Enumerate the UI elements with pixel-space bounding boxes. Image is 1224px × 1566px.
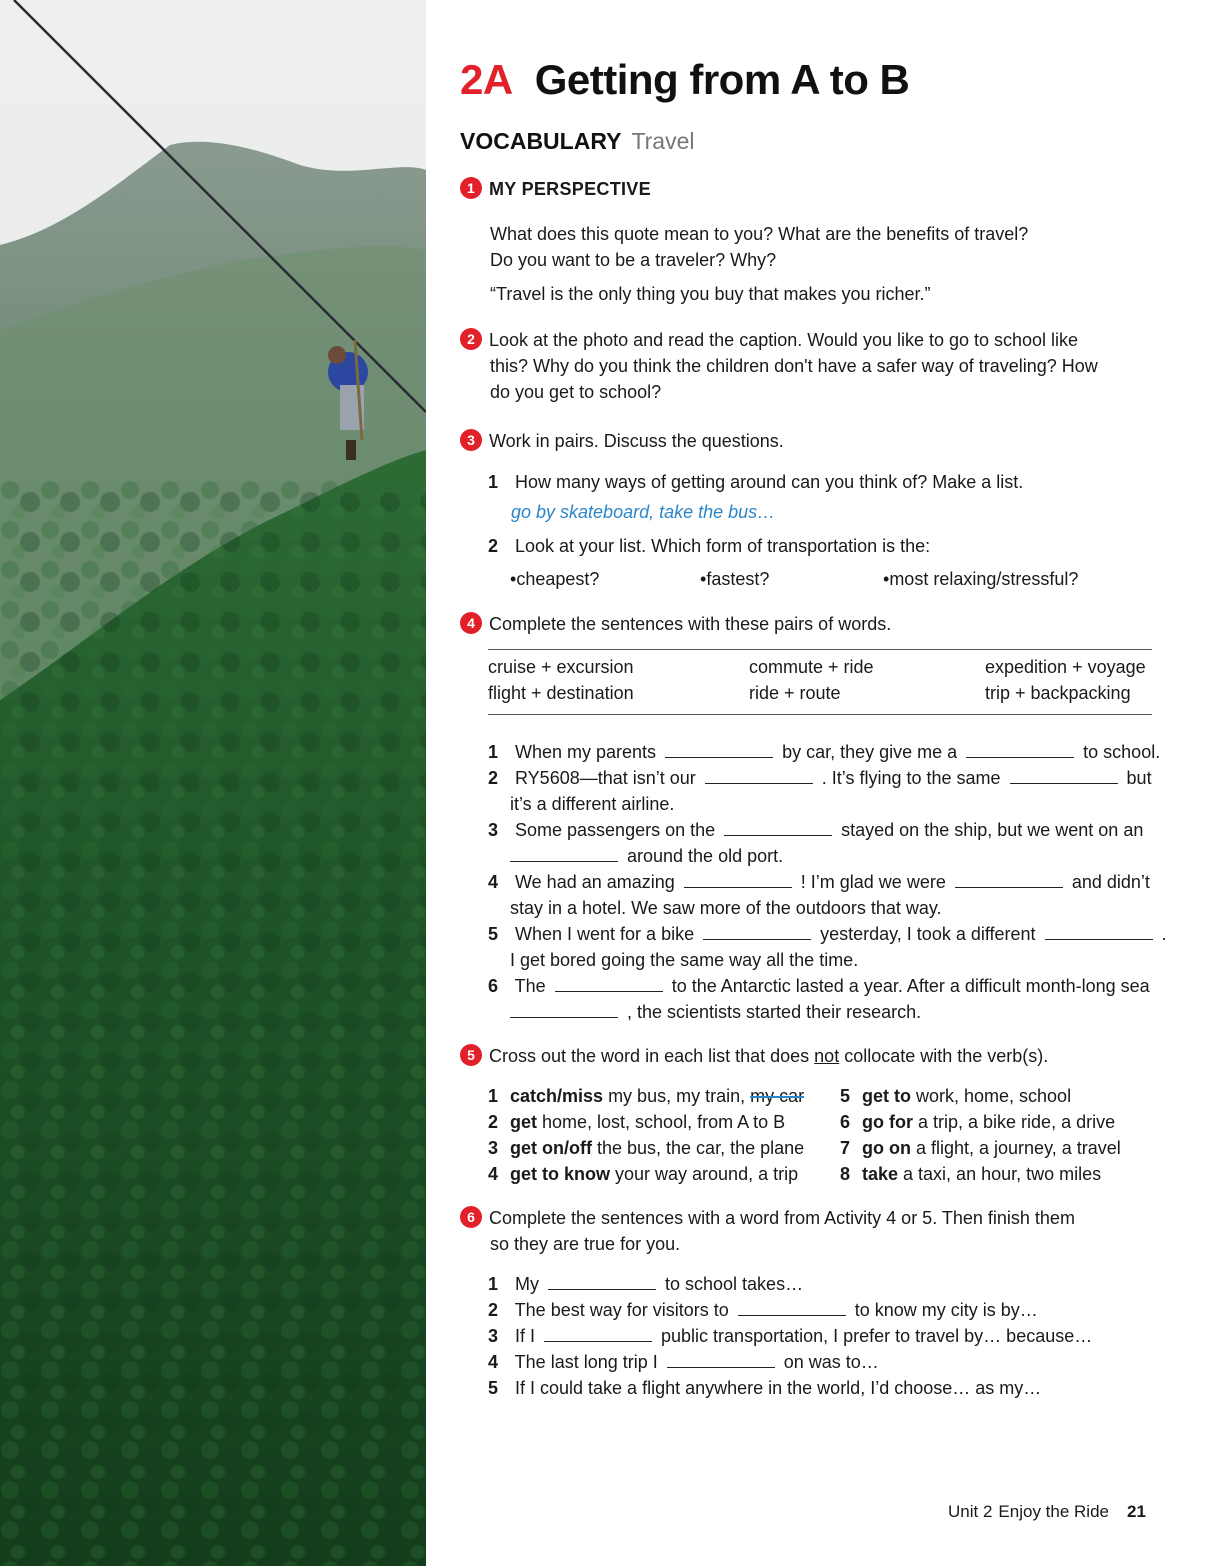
- options: my bus, my train,: [603, 1086, 751, 1106]
- zipline-photo: [0, 0, 426, 1566]
- activity-number-badge: 5: [460, 1044, 482, 1066]
- answer-blank[interactable]: [1045, 923, 1153, 940]
- sentence-text: to know my city is by…: [849, 1300, 1038, 1320]
- item-number: 6: [488, 976, 499, 996]
- answer-blank[interactable]: [665, 741, 773, 758]
- sentence-text: to school.: [1078, 742, 1161, 762]
- sentence-text: The: [510, 976, 551, 996]
- sentence-text: public transportation, I prefer to travel by… because…: [656, 1326, 1093, 1346]
- activity-4-sentence: [488, 869, 1150, 921]
- answer-blank[interactable]: [955, 871, 1063, 888]
- verb: take: [862, 1164, 899, 1184]
- bullet-text: fastest?: [706, 569, 770, 589]
- activity-4-sentence: [488, 921, 1167, 973]
- activity-3-instruction: Work in pairs. Discuss the questions.: [489, 431, 784, 451]
- section-label: VOCABULARY: [460, 128, 622, 154]
- page-footer: [948, 1502, 1146, 1522]
- item-number: 2: [488, 768, 499, 788]
- item-number: 5: [488, 1378, 499, 1398]
- answer-blank[interactable]: [684, 871, 792, 888]
- instruction-text: Cross out the word in each list that does: [489, 1046, 815, 1066]
- sentence-text: ! I’m glad we were: [795, 872, 951, 892]
- sentence-continuation: [488, 999, 1150, 1025]
- sentence-text: on was to…: [778, 1352, 879, 1372]
- lesson-number: 2A: [460, 56, 513, 103]
- activity-4-sentence: [488, 817, 1143, 869]
- sentence-text: If I: [510, 1326, 541, 1346]
- collocation-item: [488, 1109, 804, 1135]
- activity-1-quote: “Travel is the only thing you buy that makes you richer.”: [490, 284, 931, 304]
- answer-blank[interactable]: [510, 1001, 618, 1018]
- unit-label: Unit 2: [948, 1502, 993, 1521]
- verb: get to: [862, 1086, 911, 1106]
- word-pair: cruise + excursion: [488, 657, 634, 677]
- sentence-text: Some passengers on the: [510, 820, 721, 840]
- activity-6-sentence: [488, 1271, 803, 1297]
- activity-5: [460, 1043, 1048, 1069]
- sentence-continuation: [488, 843, 1143, 869]
- activity-4-sentence: [488, 973, 1150, 1025]
- instruction-text: collocate with the verb(s).: [839, 1046, 1049, 1066]
- collocation-item: [488, 1161, 804, 1187]
- sentence-text: When I went for a bike: [510, 924, 700, 944]
- item-number: 5: [840, 1086, 851, 1106]
- sentence-text: but: [1121, 768, 1152, 788]
- collocation-item: [488, 1135, 804, 1161]
- item-number: 3: [488, 1138, 499, 1158]
- answer-blank[interactable]: [544, 1325, 652, 1342]
- sentence-text: , the scientists started their research.: [622, 1002, 922, 1022]
- answer-blank[interactable]: [548, 1273, 656, 1290]
- activity-6-line-2: so they are true for you.: [490, 1234, 681, 1254]
- page-number: 21: [1127, 1502, 1146, 1521]
- sentence-text: around the old port.: [622, 846, 784, 866]
- activity-2-line-1: Look at the photo and read the caption. Would you like to go to school like: [489, 330, 1079, 350]
- activity-3: [460, 428, 784, 454]
- answer-blank[interactable]: [966, 741, 1074, 758]
- activity-4-sentence: [488, 765, 1152, 817]
- item-number: 4: [488, 872, 499, 892]
- options: home, lost, school, from A to B: [537, 1112, 786, 1132]
- options: a taxi, an hour, two miles: [898, 1164, 1102, 1184]
- item-number: 4: [488, 1352, 499, 1372]
- sentence-text: to school takes…: [660, 1274, 804, 1294]
- activity-1-question-1: What does this quote mean to you? What are the benefits of travel?: [490, 224, 1029, 244]
- answer-blank[interactable]: [724, 819, 832, 836]
- lesson-title-text: Getting from A to B: [534, 56, 910, 103]
- sentence-text: We had an amazing: [510, 872, 680, 892]
- activity-6-sentence: [488, 1323, 1092, 1349]
- verb: catch/miss: [510, 1086, 604, 1106]
- item-number: 1: [488, 742, 499, 762]
- item-number: 1: [488, 1274, 499, 1294]
- answer-blank[interactable]: [738, 1299, 846, 1316]
- activity-number-badge: 4: [460, 612, 482, 634]
- options: work, home, school: [911, 1086, 1072, 1106]
- verb: get on/off: [510, 1138, 592, 1158]
- collocation-item: [840, 1083, 1121, 1109]
- verb: get: [510, 1112, 537, 1132]
- word-pairs-box: [488, 649, 1152, 715]
- crossed-out-word: my car: [750, 1086, 805, 1106]
- activity-1-heading: [460, 176, 651, 202]
- collocation-list-left: [488, 1083, 804, 1187]
- answer-blank[interactable]: [555, 975, 663, 992]
- sentence-text: When my parents: [510, 742, 662, 762]
- sentence-text: . It’s flying to the same: [816, 768, 1006, 788]
- activity-number-badge: 3: [460, 429, 482, 451]
- options: your way around, a trip: [610, 1164, 799, 1184]
- sentence-text: it’s a different airline.: [510, 794, 675, 814]
- verb: get to know: [510, 1164, 610, 1184]
- item-number: 2: [488, 1300, 499, 1320]
- bullet-text: most relaxing/stressful?: [889, 569, 1079, 589]
- activity-3-question-1: [488, 469, 1023, 495]
- answer-blank[interactable]: [667, 1351, 775, 1368]
- activity-3-example: go by skateboard, take the bus…: [511, 502, 776, 522]
- sentence-text: RY5608—that isn’t our: [510, 768, 701, 788]
- activity-4: [460, 611, 891, 637]
- collocation-item: [840, 1135, 1121, 1161]
- bullet-item: • fastest?: [700, 569, 770, 589]
- item-number: 4: [488, 1164, 499, 1184]
- word-pair: commute + ride: [749, 657, 874, 677]
- answer-blank[interactable]: [705, 767, 813, 784]
- activity-3-question-2: [488, 533, 930, 559]
- sentence-text: The best way for visitors to: [510, 1300, 734, 1320]
- sentence-text: The last long trip I: [510, 1352, 663, 1372]
- unit-title: Enjoy the Ride: [998, 1502, 1109, 1521]
- bullet-item: • cheapest?: [510, 569, 600, 589]
- options: the bus, the car, the plane: [591, 1138, 805, 1158]
- options: a flight, a journey, a travel: [910, 1138, 1121, 1158]
- bullet-item: • most relaxing/stressful?: [883, 569, 1079, 589]
- word-pair: flight + destination: [488, 683, 634, 703]
- section-topic: Travel: [631, 128, 695, 154]
- question-text: How many ways of getting around can you think of? Make a list.: [510, 472, 1024, 492]
- item-number: 2: [488, 1112, 499, 1132]
- sentence-text: If I could take a flight anywhere in the world, I’d choose… as my…: [510, 1378, 1042, 1398]
- item-number: 7: [840, 1138, 851, 1158]
- sentence-text: .: [1156, 924, 1167, 944]
- activity-1-question-2: Do you want to be a traveler? Why?: [490, 250, 777, 270]
- word-pair: expedition + voyage: [985, 657, 1146, 677]
- bullet-text: cheapest?: [516, 569, 600, 589]
- activity-1-title: MY PERSPECTIVE: [489, 179, 651, 199]
- sentence-text: stay in a hotel. We saw more of the outdoors that way.: [510, 898, 942, 918]
- collocation-item: [488, 1083, 804, 1109]
- item-number: 3: [488, 820, 499, 840]
- word-pair: ride + route: [749, 683, 841, 703]
- item-number: 5: [488, 924, 499, 944]
- collocation-item: [840, 1161, 1121, 1187]
- activity-4-sentence: [488, 739, 1160, 765]
- sentence-text: stayed on the ship, but we went on an: [836, 820, 1144, 840]
- collocation-item: [840, 1109, 1121, 1135]
- activity-2-line-2: this? Why do you think the children don't have a safer way of traveling? How: [490, 356, 1098, 376]
- sentence-text: My: [510, 1274, 544, 1294]
- verb: go on: [862, 1138, 911, 1158]
- question-text: Look at your list. Which form of transportation is the:: [510, 536, 931, 556]
- activity-number-badge: 2: [460, 328, 482, 350]
- activity-2-line-3: do you get to school?: [490, 382, 662, 402]
- item-number: 6: [840, 1112, 851, 1132]
- instruction-emphasis: not: [814, 1046, 840, 1066]
- sentence-text: to the Antarctic lasted a year. After a difficult month-long sea: [666, 976, 1150, 996]
- item-number: 3: [488, 1326, 499, 1346]
- item-number: 8: [840, 1164, 851, 1184]
- verb: go for: [862, 1112, 913, 1132]
- activity-number-badge: 1: [460, 177, 482, 199]
- instruction-text: Complete the sentences with a word from Activity 4 or 5. Then finish them: [489, 1208, 1075, 1228]
- activity-4-instruction: Complete the sentences with these pairs of words.: [489, 614, 892, 634]
- collocation-list-right: [840, 1083, 1121, 1187]
- activity-6-sentence: [488, 1297, 1038, 1323]
- activity-number-badge: 6: [460, 1206, 482, 1228]
- sentence-text: by car, they give me a: [777, 742, 963, 762]
- item-number: 2: [488, 536, 499, 556]
- options: a trip, a bike ride, a drive: [913, 1112, 1116, 1132]
- word-pair: trip + backpacking: [985, 683, 1131, 703]
- activity-2: [460, 327, 1078, 353]
- zipline-photo-image: [0, 0, 426, 1566]
- activity-6-sentence: [488, 1349, 879, 1375]
- sentence-text: I get bored going the same way all the time.: [510, 950, 859, 970]
- sentence-text: and didn’t: [1066, 872, 1150, 892]
- answer-blank[interactable]: [1010, 767, 1118, 784]
- answer-blank[interactable]: [703, 923, 811, 940]
- activity-6: [460, 1205, 1075, 1231]
- sentence-text: yesterday, I took a different: [815, 924, 1041, 944]
- section-heading: [460, 128, 695, 155]
- lesson-title: [460, 56, 909, 104]
- item-number: 1: [488, 472, 499, 492]
- answer-blank[interactable]: [510, 845, 618, 862]
- item-number: 1: [488, 1086, 499, 1106]
- activity-6-sentence: [488, 1375, 1041, 1401]
